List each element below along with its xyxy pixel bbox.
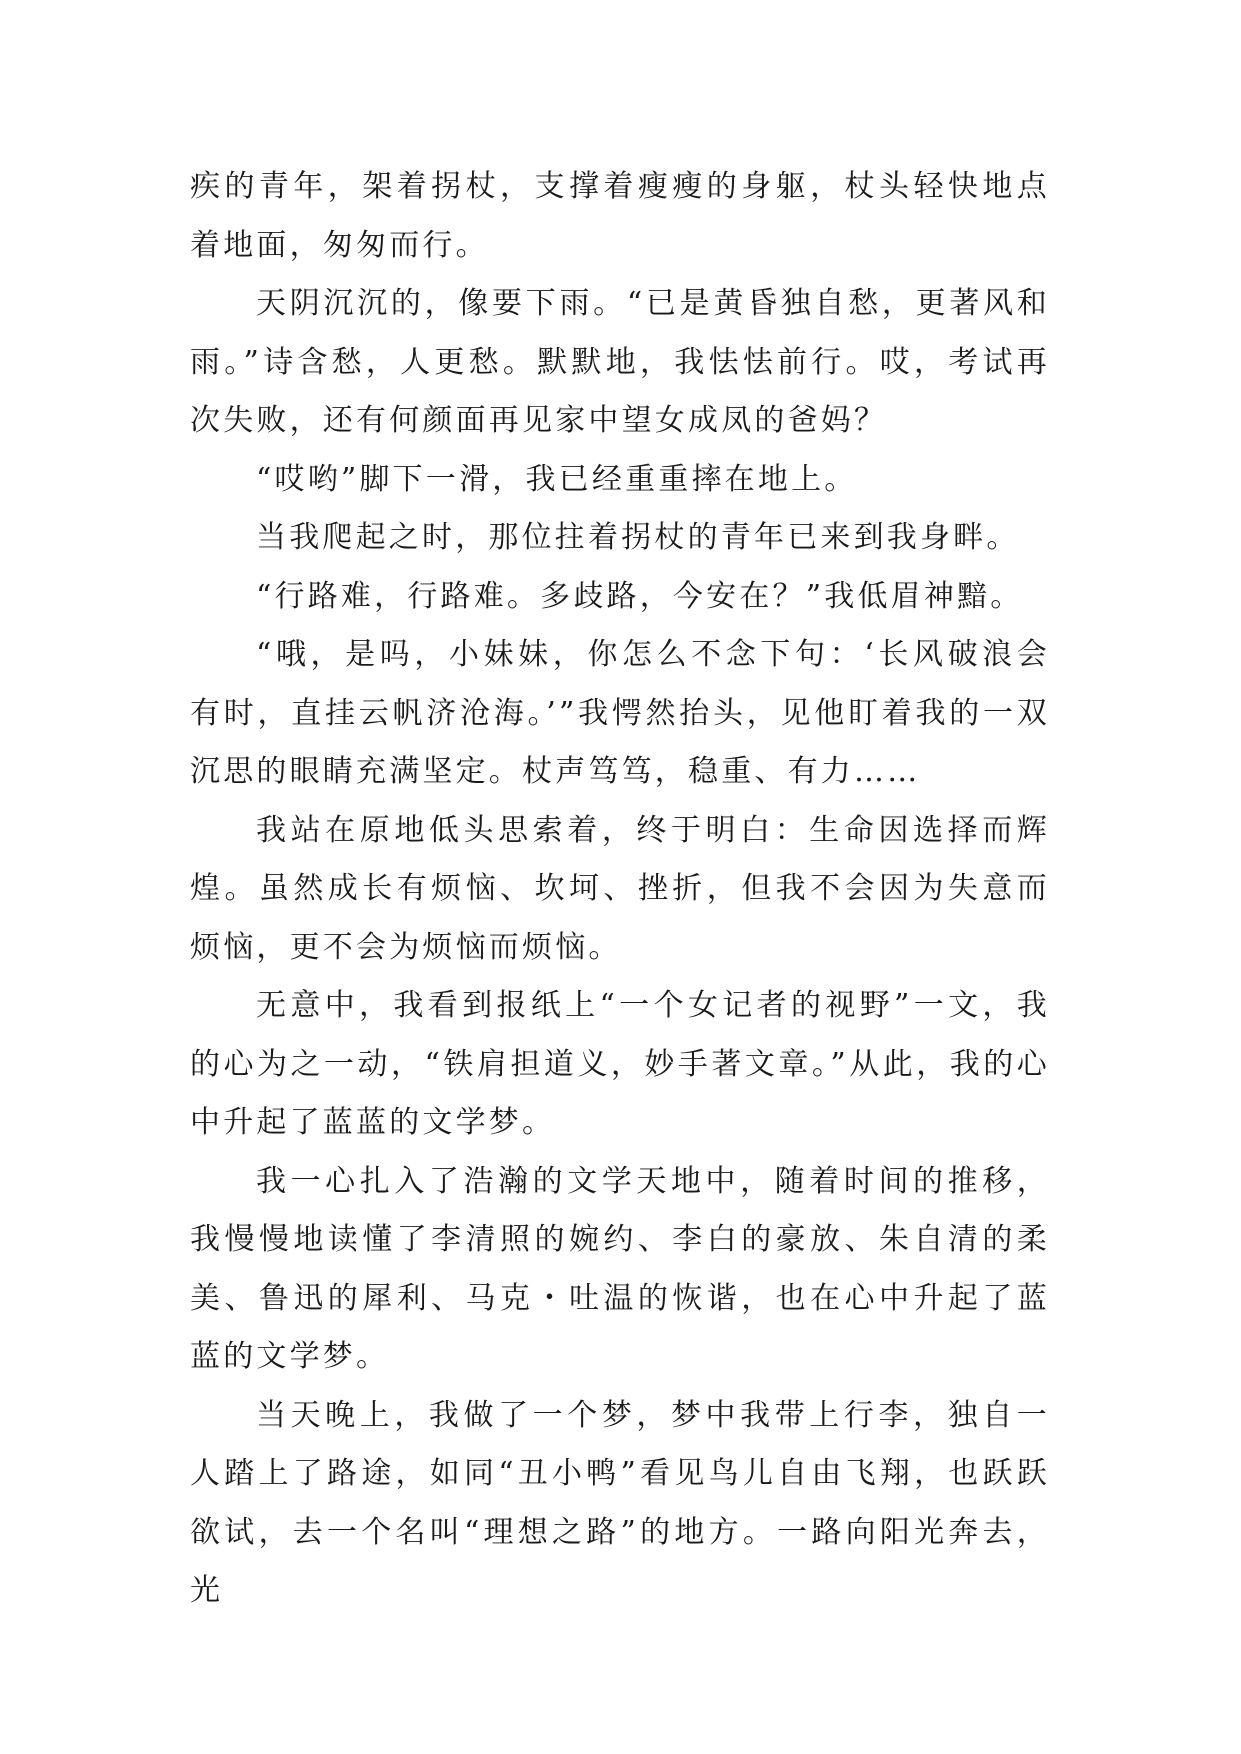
- paragraph-9: 我一心扎入了浩瀚的文学天地中，随着时间的推移，我慢慢地读懂了李清照的婉约、李白的豪放、朱自清的柔美、鲁迅的犀利、马克・吐温的恢谐，也在心中升起了蓝蓝的文学梦。: [190, 1163, 1050, 1374]
- paragraph-4: 当我爬起之时，那位拄着拐杖的青年已来到我身畔。: [256, 520, 1020, 555]
- paragraph-10: 当天晚上，我做了一个梦，梦中我带上行李，独自一人踏上了路途，如同“丑小鸭”看见鸟儿自由飞翔，也跃跃欲试，去一个名叫“理想之路”的地方。一路向阳光奔去，光: [190, 1397, 1050, 1608]
- paragraph-2: 天阴沉沉的，像要下雨。“已是黄昏独自愁，更著风和雨。”诗含愁，人更愁。默默地，我怯怯前行。哎，考试再次失败，还有何颜面再见家中望女成凤的爸妈？: [190, 286, 1050, 438]
- paragraph-6: “哦，是吗，小妹妹，你怎么不念下句：‘长风破浪会有时，直挂云帆济沧海。’”我愕然抬头，见他盯着我的一双沉思的眼睛充满坚定。杖声笃笃，稳重、有力……: [190, 637, 1050, 789]
- paragraph-8: 无意中，我看到报纸上“一个女记者的视野”一文，我的心为之一动，“铁肩担道义，妙手著文章。”从此，我的心中升起了蓝蓝的文学梦。: [190, 988, 1050, 1140]
- paragraph-5: “行路难，行路难。多歧路，今安在？”我低眉神黯。: [256, 578, 1024, 614]
- paragraph-1: 疾的青年，架着拐杖，支撑着瘦瘦的身躯，杖头轻快地点着地面，匆匆而行。: [190, 169, 1050, 263]
- document-body: [190, 158, 1050, 1621]
- paragraph-7: 我站在原地低头思索着，终于明白：生命因选择而辉煌。虽然成长有烦恼、坎坷、挫折，但我不会因为失意而烦恼，更不会为烦恼而烦恼。: [190, 812, 1050, 965]
- paragraph-3: “哎哟”脚下一滑，我已经重重摔在地上。: [256, 461, 858, 497]
